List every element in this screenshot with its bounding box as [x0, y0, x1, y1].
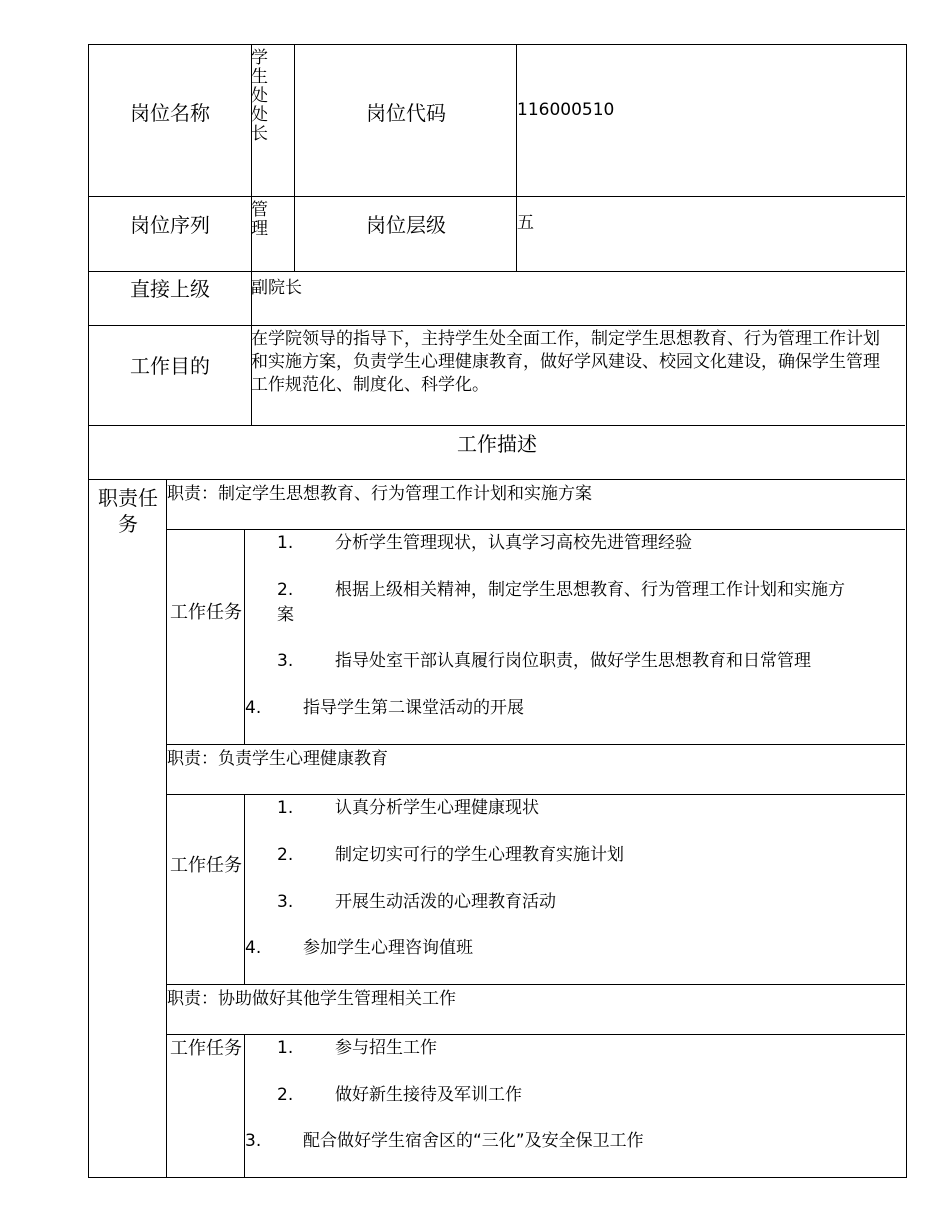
task-item: 3. 配合做好学生宿舍区的“三化”及安全保卫工作 — [245, 1131, 644, 1151]
row-divider — [167, 1034, 905, 1035]
task-item: 2. 根据上级相关精神，制定学生思想教育、行为管理工作计划和实施方 — [277, 580, 845, 600]
duty-tasks-label: 职责任务 — [98, 486, 158, 536]
task-item: 2. 制定切实可行的学生心理教育实施计划 — [277, 845, 624, 865]
task-item: 4. 参加学生心理咨询值班 — [245, 938, 473, 958]
task-item: 3. 开展生动活泼的心理教育活动 — [277, 892, 556, 912]
work-purpose-value: 在学院领导的指导下，主持学生处全面工作，制定学生思想教育、行为管理工作计划和实施方案，负责学生心理健康教育，做好学风建设、校园文化建设，确保学生管理工作规范化、制度化、科学化。 — [251, 329, 880, 395]
position-code-value: 116000510 — [517, 100, 615, 120]
task-item-continuation: 案 — [277, 605, 294, 625]
position-name-value: 学生处处长 — [251, 48, 268, 144]
position-level-label: 岗位层级 — [366, 213, 446, 237]
direct-superior-value: 副院长 — [251, 278, 302, 298]
position-series-label: 岗位序列 — [130, 213, 210, 237]
direct-superior-label: 直接上级 — [130, 276, 210, 301]
position-code-label: 岗位代码 — [366, 100, 446, 125]
row-divider — [167, 529, 905, 530]
col-divider — [166, 479, 167, 1177]
position-level-value: 五 — [517, 213, 534, 233]
work-task-label: 工作任务 — [170, 602, 242, 623]
duty-title: 职责：负责学生心理健康教育 — [167, 749, 388, 769]
task-item: 1. 参与招生工作 — [277, 1038, 437, 1058]
duty-title: 职责：协助做好其他学生管理相关工作 — [167, 989, 456, 1009]
duty-title: 职责：制定学生思想教育、行为管理工作计划和实施方案 — [167, 484, 592, 504]
task-item: 2. 做好新生接待及军训工作 — [277, 1085, 522, 1105]
position-series-value: 管理 — [251, 200, 268, 239]
work-purpose-label: 工作目的 — [130, 353, 210, 378]
work-task-label: 工作任务 — [170, 1038, 242, 1059]
col-divider — [244, 1034, 245, 1177]
row-divider — [89, 479, 905, 480]
task-item: 3. 指导处室干部认真履行岗位职责，做好学生思想教育和日常管理 — [277, 651, 811, 671]
row-divider — [167, 744, 905, 745]
work-description-title: 工作描述 — [457, 432, 537, 456]
row-divider — [167, 984, 905, 985]
job-description-table — [88, 44, 907, 1178]
task-item: 4. 指导学生第二课堂活动的开展 — [245, 698, 524, 718]
task-item: 1. 认真分析学生心理健康现状 — [277, 798, 539, 818]
row-divider — [167, 794, 905, 795]
task-item: 1. 分析学生管理现状，认真学习高校先进管理经验 — [277, 533, 692, 553]
work-task-label: 工作任务 — [170, 855, 242, 876]
position-name-label: 岗位名称 — [130, 100, 210, 125]
